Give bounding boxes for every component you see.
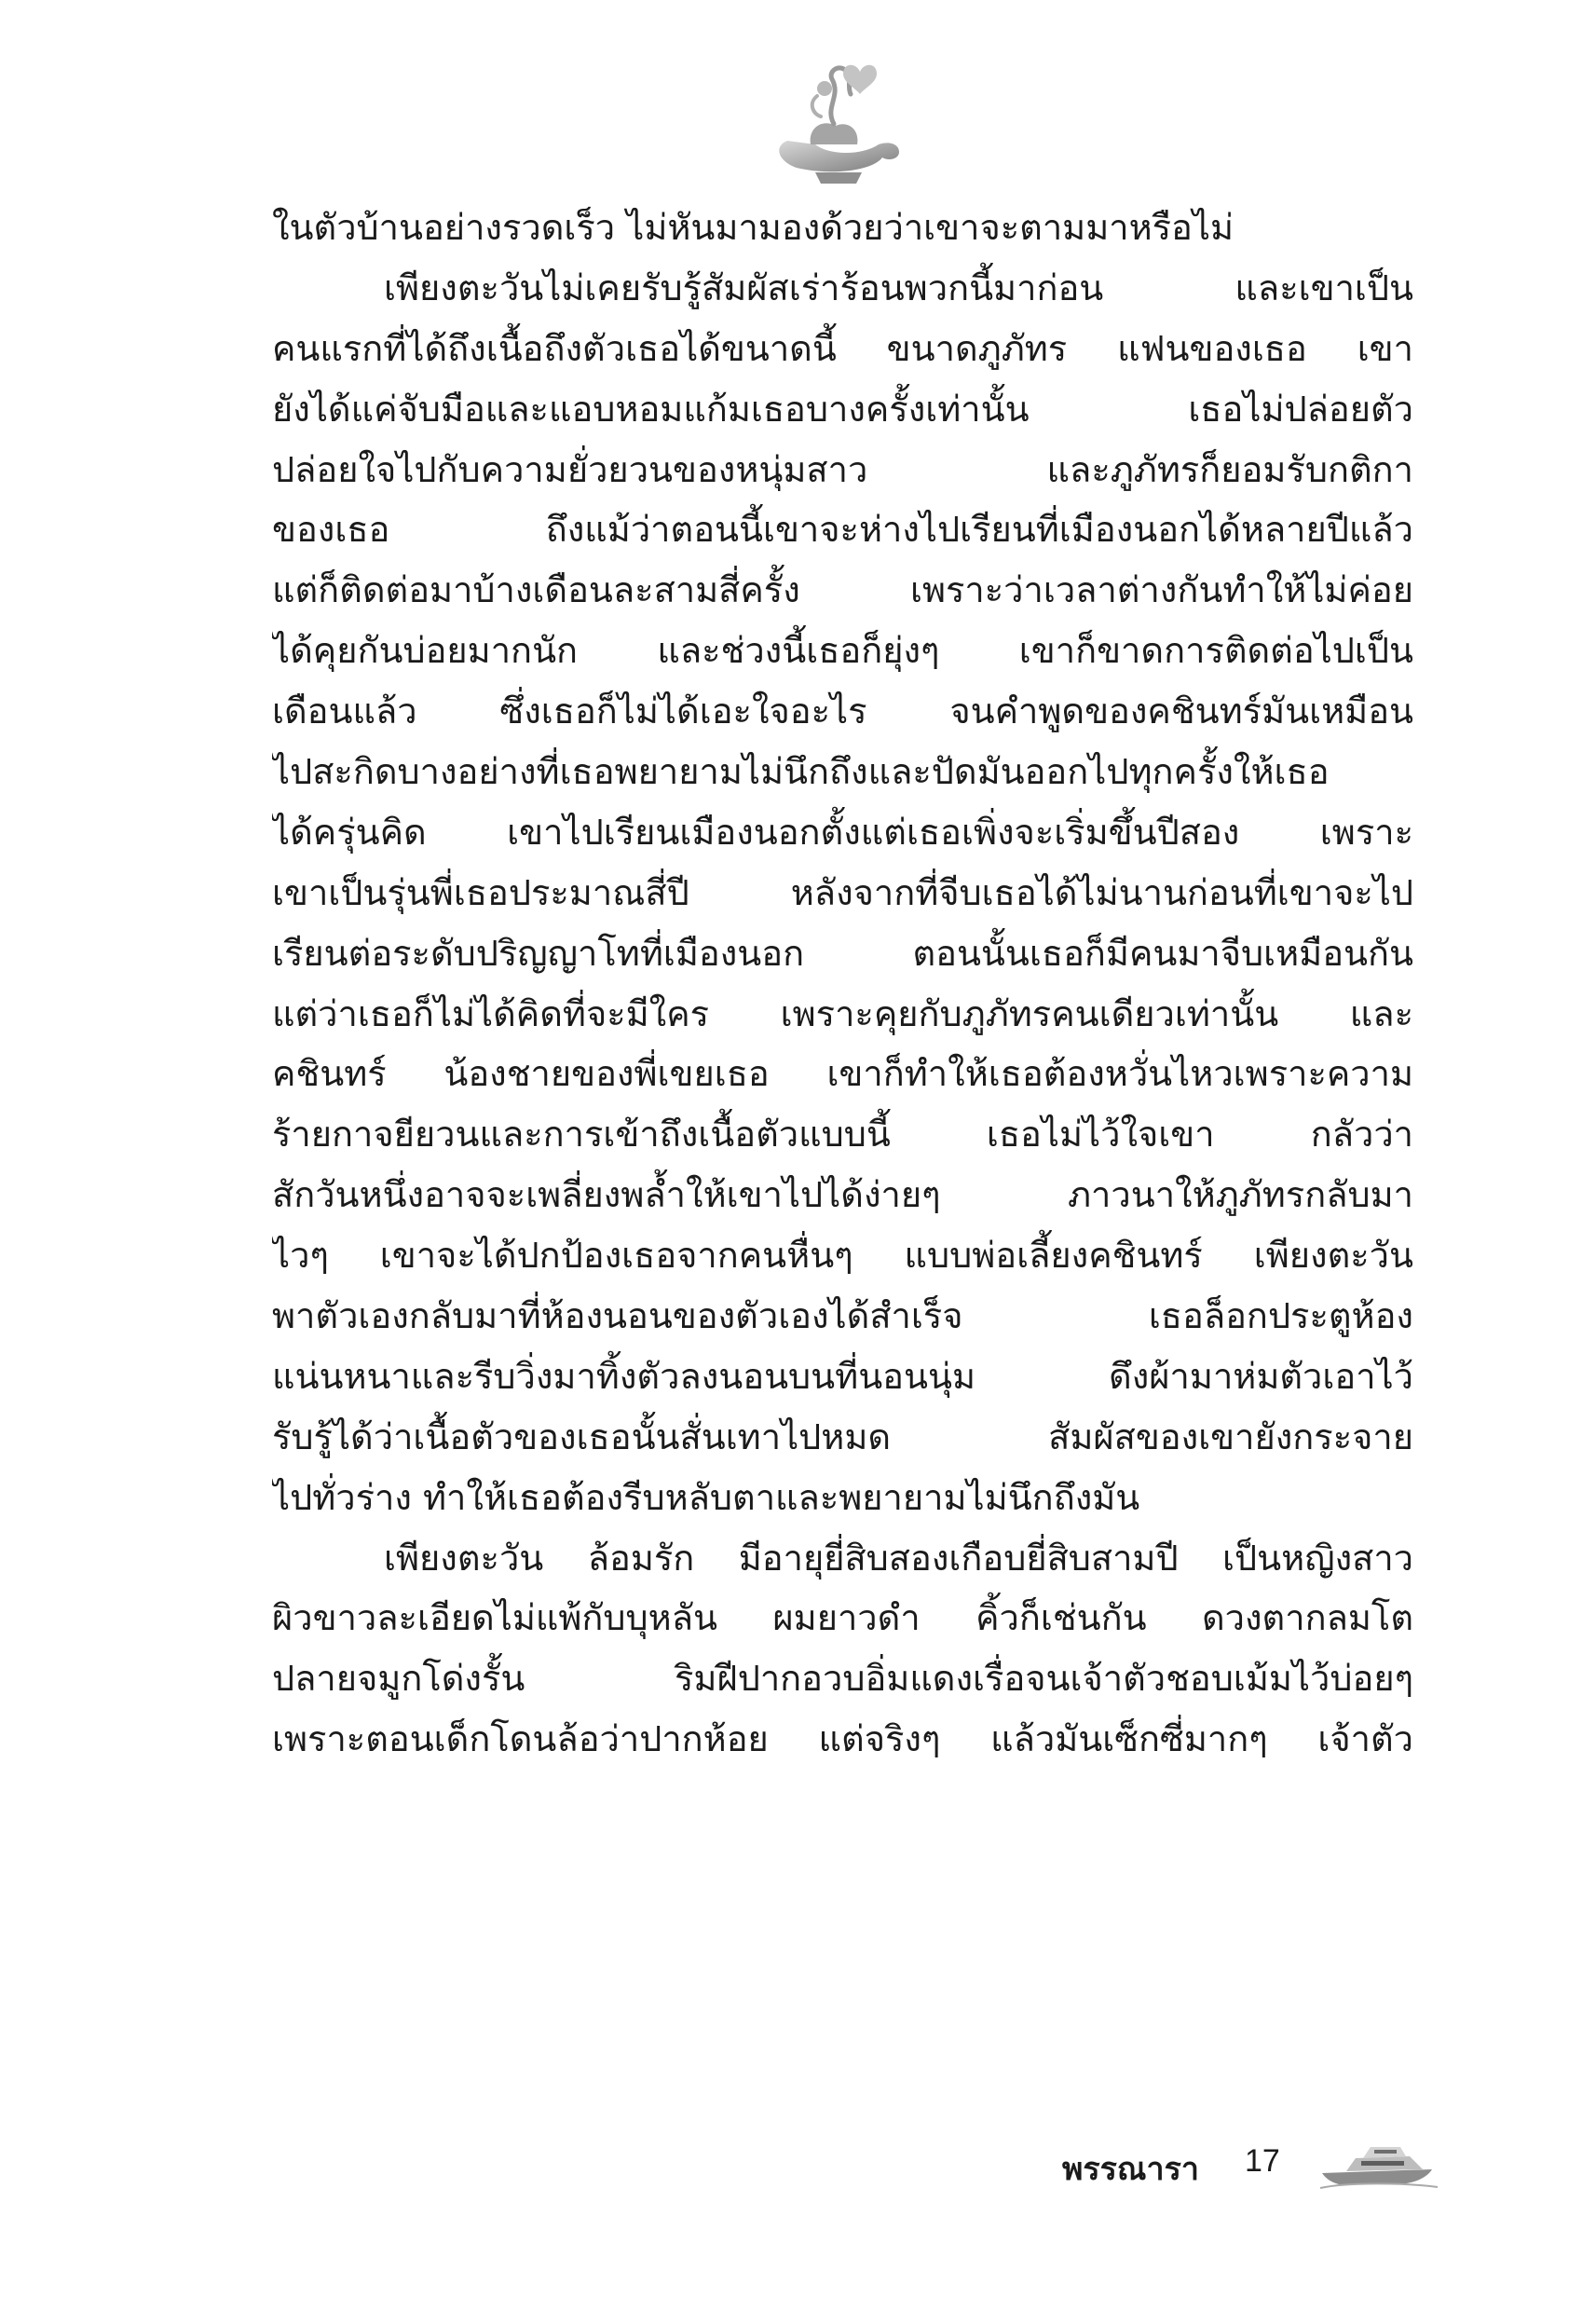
text-line: แต่ก็ติดต่อมาบ้างเดือนละสามสี่ครั้ง เพราะว่าเวลาต่างกันทำให้ไม่ค่อย: [272, 569, 1413, 611]
text-line: เรียนต่อระดับปริญญาโทที่เมืองนอก ตอนนั้นเธอก็มีคนมาจีบเหมือนกัน: [272, 932, 1413, 974]
text-line: ผิวขาวละเอียดไม่แพ้กับบุหลัน ผมยาวดำ คิ้วก็เช่นกัน ดวงตากลมโต: [272, 1597, 1413, 1639]
text-line: แน่นหนาและรีบวิ่งมาทิ้งตัวลงนอนบนที่นอนนุ่ม ดึงผ้ามาห่มตัวเอาไว้: [272, 1355, 1413, 1397]
page-footer: [1062, 2136, 1453, 2201]
text-line: เพราะตอนเด็กโดนล้อว่าปากห้อย แต่จริงๆ แล้วมันเซ็กซี่มากๆ เจ้าตัว: [272, 1718, 1413, 1760]
text-line: เพียงตะวันไม่เคยรับรู้สัมผัสเร่าร้อนพวกนี้มาก่อน และเขาเป็น: [384, 267, 1413, 308]
page-number: 17: [1245, 2143, 1280, 2179]
text-line: ปล่อยใจไปกับความยั่วยวนของหนุ่มสาว และภูภัทรก็ยอมรับกติกา: [272, 448, 1413, 490]
text-line: ปลายจมูกโด่งรั้น ริมฝีปากอวบอิ่มแดงเรื่อจนเจ้าตัวชอบเม้มไว้บ่อยๆ: [272, 1658, 1413, 1700]
text-line: คชินทร์ น้องชายของพี่เขยเธอ เขาก็ทำให้เธอต้องหวั่นไหวเพราะความ: [272, 1053, 1413, 1095]
text-line: เดือนแล้ว ซึ่งเธอก็ไม่ได้เอะใจอะไร จนคำพูดของคชินทร์มันเหมือน: [272, 691, 1413, 732]
text-line: รับรู้ได้ว่าเนื้อตัวของเธอนั้นสั่นเทาไปหมด สัมผัสของเขายังกระจาย: [272, 1415, 1413, 1457]
text-line: ยังได้แค่จับมือและแอบหอมแก้มเธอบางครั้งเท่านั้น เธอไม่ปล่อยตัว: [272, 388, 1413, 430]
text-line: ไวๆ เขาจะได้ปกป้องเธอจากคนหื่นๆ แบบพ่อเลี้ยงคชินทร์ เพียงตะวัน: [272, 1235, 1413, 1277]
text-line: ในตัวบ้านอย่างรวดเร็ว ไม่หันมามองด้วยว่าเขาจะตามมาหรือไม่: [272, 207, 1235, 248]
text-line: ไปสะกิดบางอย่างที่เธอพยายามไม่นึกถึงและปัดมันออกไปทุกครั้งให้เธอ: [272, 751, 1330, 793]
text-line: สักวันหนึ่งอาจจะเพลี่ยงพล้ำให้เขาไปได้ง่ายๆ ภาวนาให้ภูภัทรกลับมา: [272, 1174, 1413, 1216]
text-line: คนแรกที่ได้ถึงเนื้อถึงตัวเธอได้ขนาดนี้ ขนาดภูภัทร แฟนของเธอ เขา: [272, 327, 1413, 369]
text-line: ได้ครุ่นคิด เขาไปเรียนเมืองนอกตั้งแต่เธอเพิ่งจะเริ่มขึ้นปีสอง เพราะ: [272, 811, 1413, 853]
text-line: ได้คุยกันบ่อยมากนัก และช่วงนี้เธอก็ยุ่งๆ เขาก็ขาดการติดต่อไปเป็น: [272, 630, 1413, 672]
book-title: พรรณารา: [1062, 2151, 1199, 2188]
text-line: พาตัวเองกลับมาที่ห้องนอนของตัวเองได้สำเร็จ เธอล็อกประตูห้อง: [272, 1295, 1413, 1337]
text-line: ของเธอ ถึงแม้ว่าตอนนี้เขาจะห่างไปเรียนที่เมืองนอกได้หลายปีแล้ว: [272, 509, 1413, 551]
genie-lamp-icon: [759, 51, 908, 191]
text-line: ร้ายกาจยียวนและการเข้าถึงเนื้อตัวแบบนี้ เธอไม่ไว้ใจเขา กลัวว่า: [272, 1114, 1413, 1156]
text-line: แต่ว่าเธอก็ไม่ได้คิดที่จะมีใคร เพราะคุยกับภูภัทรคนเดียวเท่านั้น และ: [272, 992, 1413, 1034]
text-line: ไปทั่วร่าง ทำให้เธอต้องรีบหลับตาและพยายามไม่นึกถึงมัน: [272, 1476, 1140, 1518]
text-line: เพียงตะวัน ล้อมรัก มีอายุยี่สิบสองเกือบยี่สิบสามปี เป็นหญิงสาว: [384, 1537, 1413, 1579]
text-line: เขาเป็นรุ่นพี่เธอประมาณสี่ปี หลังจากที่จีบเธอได้ไม่นานก่อนที่เขาจะไป: [272, 871, 1413, 913]
yacht-icon: [1318, 2136, 1439, 2192]
body-text: [272, 198, 1413, 1770]
